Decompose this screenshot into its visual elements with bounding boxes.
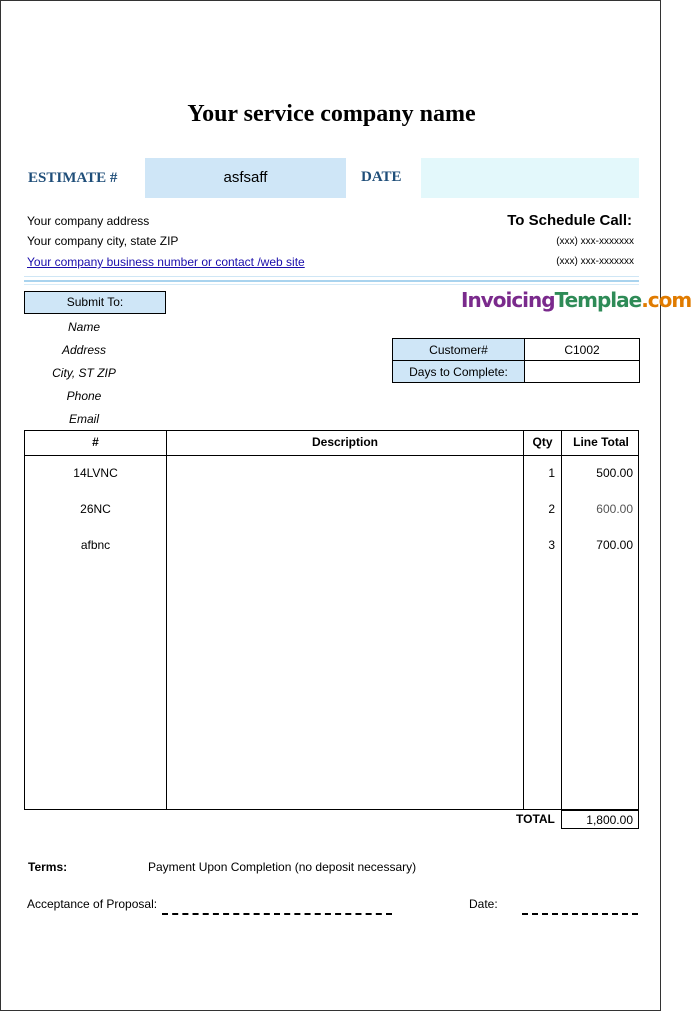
days-to-complete-value[interactable]: [525, 361, 640, 383]
submit-to-name[interactable]: Name: [67, 320, 100, 334]
line-items-table: [24, 430, 639, 810]
row-line-total: 600.00: [596, 502, 633, 516]
acceptance-date-label: Date:: [469, 897, 498, 911]
row-line-total: 500.00: [596, 466, 633, 480]
customer-number-label: Customer#: [393, 339, 525, 361]
company-city-state-zip: Your company city, state ZIP: [27, 234, 179, 248]
company-name-title: Your service company name: [187, 101, 476, 127]
total-label: TOTAL: [516, 812, 555, 826]
estimate-number-field[interactable]: asfsaff: [145, 158, 346, 198]
row-qty[interactable]: 2: [548, 502, 555, 516]
row-qty[interactable]: 3: [548, 538, 555, 552]
days-to-complete-label: Days to Complete:: [393, 361, 525, 383]
estimate-label: ESTIMATE #: [28, 170, 118, 186]
customer-number-value[interactable]: C1002: [525, 339, 640, 361]
acceptance-date-line[interactable]: [522, 913, 638, 915]
row-line-total: 700.00: [596, 538, 633, 552]
row-id[interactable]: 14LVNC: [73, 466, 118, 480]
customer-info-table: [392, 338, 640, 383]
submit-to-label: Submit To:: [24, 291, 166, 314]
logo-text-2: Templae: [554, 288, 642, 312]
schedule-phone-2: (xxx) xxx-xxxxxxx: [556, 256, 634, 267]
submit-to-city[interactable]: City, ST ZIP: [52, 366, 116, 380]
acceptance-label: Acceptance of Proposal:: [27, 897, 158, 911]
acceptance-signature-line[interactable]: [162, 913, 392, 915]
company-contact-link[interactable]: Your company business number or contact /web site: [27, 255, 305, 269]
header-line-total: Line Total: [573, 435, 629, 449]
logo-text-1: Invoicing: [461, 288, 555, 312]
column-separator: [166, 431, 167, 809]
column-separator: [561, 431, 562, 809]
company-address: Your company address: [27, 214, 150, 228]
terms-label: Terms:: [28, 860, 68, 874]
logo-text-3: .com: [641, 288, 691, 312]
divider-line: [24, 276, 639, 277]
row-id[interactable]: afbnc: [80, 538, 111, 552]
column-separator: [523, 431, 524, 809]
header-separator: [25, 455, 638, 456]
brand-logo: [461, 288, 691, 312]
schedule-call-title: To Schedule Call:: [507, 212, 632, 229]
row-qty[interactable]: 1: [548, 466, 555, 480]
submit-to-address[interactable]: Address: [61, 343, 107, 357]
submit-to-phone[interactable]: Phone: [66, 389, 102, 403]
header-qty: Qty: [532, 435, 553, 449]
terms-text: Payment Upon Completion (no deposit necessary): [148, 860, 417, 874]
date-field[interactable]: [421, 158, 639, 198]
row-id[interactable]: 26NC: [80, 502, 111, 516]
submit-to-email[interactable]: Email: [68, 412, 99, 426]
date-label: DATE: [361, 169, 402, 185]
divider-line: [24, 280, 639, 282]
header-number: #: [92, 435, 99, 449]
divider-line: [24, 284, 639, 285]
header-description: Description: [311, 435, 378, 449]
total-value: 1,800.00: [561, 810, 639, 829]
schedule-phone-1: (xxx) xxx-xxxxxxx: [556, 236, 634, 247]
